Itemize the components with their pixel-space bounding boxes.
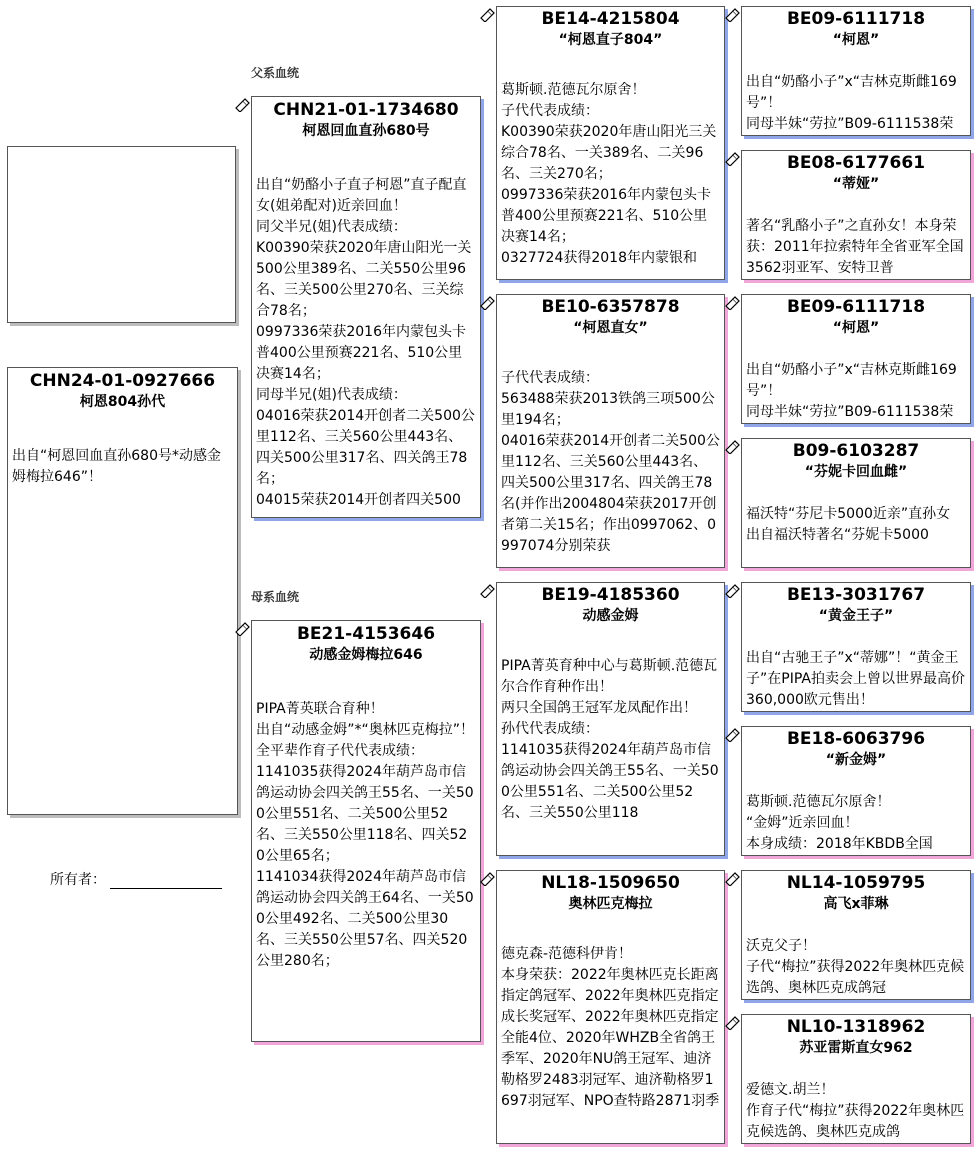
dam-dam-name: 奥林匹克梅拉 (568, 896, 653, 912)
ssd-ring-number: BE08-6177661 (786, 153, 926, 173)
dss-ring-number: BE13-3031767 (786, 585, 926, 605)
sire-dam-card (496, 294, 725, 568)
dam-description: PIPA菁英联合育种！ 出自“动感金姆”*“奥林匹克梅拉”！ 全平辈作育子代代表成绩： 1141035获得2024年葫芦岛市信鸽运动协会四关鸽王55名、一关500公里551名、二关500公里52名、三关550公里118名、四关520公里65名； 1141034获得2024年葫芦岛市信鸽运动协会四关鸽王64名、一关500公里492名、二关500公里30名、三关550公里57名、四关520公里280名； (256, 701, 475, 969)
sds-name: “柯恩” (832, 320, 880, 336)
sdd-ring-number: B09-6103287 (792, 441, 920, 461)
edit-icon[interactable] (724, 1014, 740, 1030)
edit-icon[interactable] (479, 870, 495, 886)
edit-icon[interactable] (479, 294, 495, 310)
edit-icon[interactable] (479, 582, 495, 598)
edit-icon[interactable] (724, 438, 740, 454)
dam-sire-card (496, 582, 725, 856)
edit-icon[interactable] (724, 150, 740, 166)
sire-dam-name: “柯恩直女” (573, 320, 648, 336)
dsd-ring-number: BE18-6063796 (786, 729, 926, 749)
sss-description: 出自“奶酪小子”x“吉林克斯雌169号”！ 同母半妹“劳拉”B09-6111538荣 (746, 74, 957, 132)
edit-icon[interactable] (724, 294, 740, 310)
ddd-name: 苏亚雷斯直女962 (799, 1040, 913, 1056)
edit-icon[interactable] (724, 726, 740, 742)
edit-icon[interactable] (724, 870, 740, 886)
sire-sire-ring-number: BE14-4215804 (541, 9, 680, 29)
edit-icon[interactable] (479, 6, 495, 22)
subject-ring-number: CHN24-01-0927666 (29, 371, 216, 391)
dss-description: 出自“古驰王子”x“蒂娜”！“黄金王子”在PIPA拍卖会上曾以世界最高价360,000欧元售出！ (746, 650, 965, 708)
ssd-name: “蒂娅” (832, 176, 880, 192)
edit-icon[interactable] (724, 6, 740, 22)
subject-card (7, 367, 238, 815)
sire-name: 柯恩回血直孙680号 (302, 123, 430, 139)
dss-card (741, 582, 971, 712)
dam-sire-name: 动感金姆 (582, 608, 639, 624)
dam-dam-ring-number: NL18-1509650 (541, 873, 680, 893)
dam-card (251, 620, 481, 1042)
dds-description: 沃克父子！ 子代“梅拉”获得2022年奥林匹克候选鸽、奥林匹克成鸽冠 (746, 938, 965, 996)
dds-name: 高飞x菲琳 (823, 896, 889, 912)
dam-ring-number: BE21-4153646 (296, 624, 436, 644)
dam-sire-description: PIPA菁英育种中心与葛斯顿.范德瓦尔合作育种作出！ 两只全国鸽王冠军龙凤配作出！ 孙代代表成绩： 1141035获得2024年葫芦岛市信鸽运动协会四关鸽王55名、一关500公里551名、二关500公里52名、三关550公里118 (501, 658, 719, 821)
dss-name: “黄金王子” (818, 608, 894, 624)
sss-card (741, 6, 971, 136)
sire-dam-ring-number: BE10-6357878 (541, 297, 680, 317)
subject-name: 柯恩804孙代 (79, 394, 166, 410)
sdd-name: “芬妮卡回血雌” (804, 464, 908, 480)
photo-placeholder (7, 146, 236, 323)
edit-icon[interactable] (724, 582, 740, 598)
owner-blank-line (110, 874, 222, 889)
sss-name: “柯恩” (832, 32, 880, 48)
ddd-card (741, 1014, 971, 1144)
dam-dam-card (496, 870, 725, 1144)
sire-description: 出自“奶酪小子直子柯恩”直子配直女(姐弟配对)近亲回血！ 同父半兄(姐)代表成绩： K00390荣获2020年唐山阳光一关500公里389名、二关550公里96名、三关500公里270名、三关综合78名； 0997336荣获2016年内蒙包头卡普400公里预赛221名、510公里决赛14名； 同母半兄(姐)代表成绩： 04016荣获2014开创者二关500公里112名、三关560公里443名、四关500公里317名、四关鸽王78名； 04015荣获2014开创者四关500 (256, 177, 475, 508)
dds-card (741, 870, 971, 1000)
owner-label: 所有者： (50, 872, 106, 888)
dam-sire-ring-number: BE19-4185360 (541, 585, 680, 605)
sss-ring-number: BE09-6111718 (786, 9, 926, 29)
sire-line-label: 父系血统 (251, 66, 300, 80)
sds-ring-number: BE09-6111718 (786, 297, 926, 317)
ssd-card (741, 150, 971, 280)
sire-sire-name: “柯恩直子804” (558, 32, 663, 48)
dam-line-label: 母系血统 (251, 590, 300, 604)
dsd-description: 葛斯顿.范德瓦尔原舍！ “金姆”近亲回血！ 本身成绩：2018年KBDB全国 (746, 794, 933, 852)
subject-description: 出自“柯恩回血直孙680号*动感金姆梅拉646”！ (12, 448, 221, 485)
ssd-description: 著名“乳酪小子”之直孙女！本身荣获：2011年拉索特年全省亚军全国3562羽亚军、安特卫普 (746, 218, 964, 276)
dsd-name: “新金姆” (825, 752, 887, 768)
dds-ring-number: NL14-1059795 (786, 873, 926, 893)
sire-ring-number: CHN21-01-1734680 (273, 100, 459, 120)
sire-dam-description: 子代代表成绩： 563488荣获2013铁鸽三项500公里194名； 04016荣获2014开创者二关500公里112名、三关560公里443名、四关500公里317名、四关鸽王78名(并作出2004804荣获2017开创者第二关15名；作出0997062、0997074分别荣获 (501, 370, 720, 554)
sdd-card (741, 438, 971, 568)
edit-icon[interactable] (234, 96, 250, 112)
ddd-description: 爱德文.胡兰！ 作育子代“梅拉”获得2022年奥林匹克候选鸽、奥林匹克成鸽 (746, 1082, 965, 1140)
sdd-description: 福沃特“芬尼卡5000近亲”直孙女 出自福沃特著名“芬妮卡5000 (746, 506, 951, 543)
sire-card (251, 96, 481, 518)
sds-card (741, 294, 971, 424)
dam-name: 动感金姆梅拉646 (309, 647, 423, 663)
sds-description: 出自“奶酪小子”x“吉林克斯雌169号”！ 同母半妹“劳拉”B09-6111538荣 (746, 362, 957, 420)
ddd-ring-number: NL10-1318962 (786, 1017, 926, 1037)
owner-field (50, 869, 222, 889)
sire-sire-card (496, 6, 725, 280)
sire-sire-description: 葛斯顿.范德瓦尔原舍！ 子代代表成绩： K00390荣获2020年唐山阳光三关综合78名、一关389名、二关96名、三关270名； 0997336荣获2016年内蒙包头卡普400公里预赛221名、510公里决赛14名； 0327724获得2018年内蒙银和 (501, 82, 717, 266)
dam-dam-description: 德克森-范德科伊肯！ 本身荣获：2022年奥林匹克长距离指定鸽冠军、2022年奥林匹克指定成长奖冠军、2022年奥林匹克指定全能4位、2020年WHZB全省鸽王季军、2020年NU鸽王冠军、迪济勒格罗2483羽冠军、迪济勒格罗1697羽冠军、NPO查特路2871羽季 (501, 946, 720, 1109)
edit-icon[interactable] (234, 620, 250, 636)
dsd-card (741, 726, 971, 856)
